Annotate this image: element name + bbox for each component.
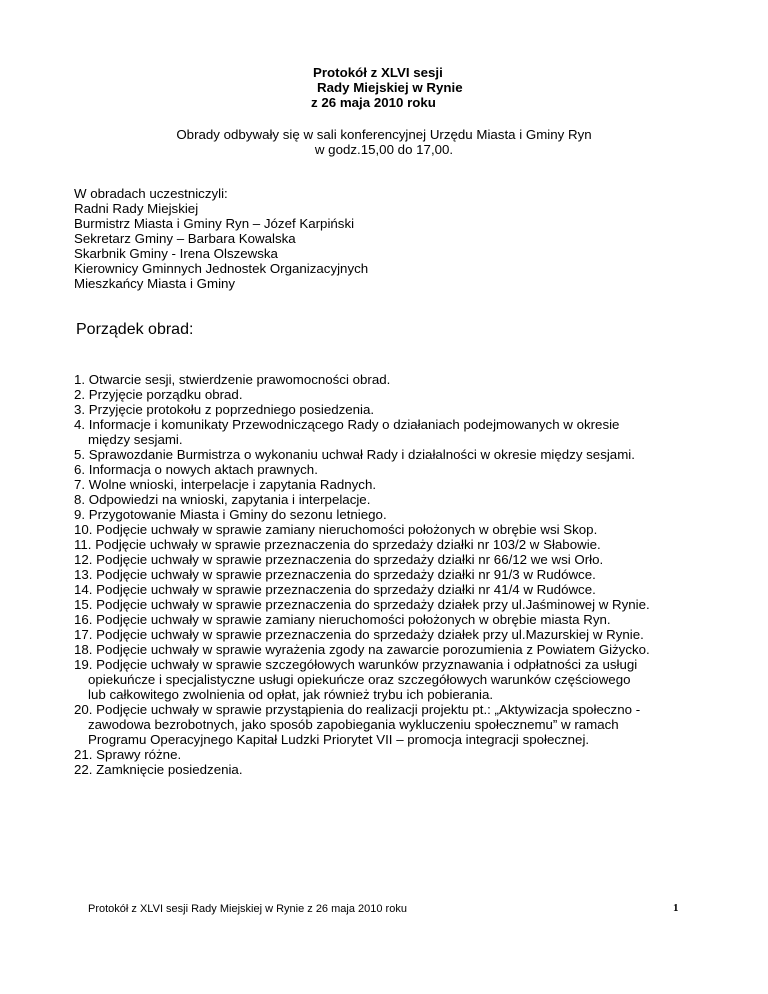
venue-line-2: w godz.15,00 do 17,00. [314,142,454,157]
agenda-item [74,627,714,642]
title-line-2: Rady Miejskiej w Rynie [317,80,463,95]
agenda-item [74,612,714,627]
agenda-item-continuation: między sesjami. [88,432,183,447]
agenda-item-continuation: Programu Operacyjnego Kapitał Ludzki Priorytet VII – promocja integracji społecznej. [88,732,590,747]
agenda-item [74,387,714,402]
agenda-item [74,522,714,537]
agenda-item [74,702,714,747]
attendee-item: Mieszkańcy Miasta i Gminy [74,276,236,291]
agenda-item-text: 21. Sprawy różne. [74,747,182,762]
agenda-item [74,447,714,462]
agenda-item [74,642,714,657]
agenda-item-text: 4. Informacje i komunikaty Przewodniczącego Rady o działaniach podejmowanych w okresie [74,417,620,432]
agenda-list [74,372,714,777]
agenda-item [74,417,714,447]
agenda-item-text: 20. Podjęcie uchwały w sprawie przystąpienia do realizacji projektu pt.: „Aktywizacja społeczno - [74,702,641,717]
attendees-intro: W obradach uczestniczyli: [74,186,228,201]
agenda-item [74,372,714,387]
agenda-item-text: 13. Podjęcie uchwały w sprawie przeznaczenia do sprzedaży działki nr 91/3 w Rudówce. [74,567,596,582]
agenda-heading: Porządek obrad: [76,321,194,338]
agenda-item-text: 1. Otwarcie sesji, stwierdzenie prawomocności obrad. [74,372,391,387]
agenda-item-text: 10. Podjęcie uchwały w sprawie zamiany nieruchomości położonych w obrębie wsi Skop. [74,522,598,537]
agenda-item-text: 15. Podjęcie uchwały w sprawie przeznaczenia do sprzedaży działek przy ul.Jaśminowej w Rynie. [74,597,650,612]
agenda-item [74,582,714,597]
title-line-1: Protokół z XLVI sesji [313,65,443,80]
agenda-item-text: 18. Podjęcie uchwały w sprawie wyrażenia zgody na zawarcie porozumienia z Powiatem Giżycko. [74,642,650,657]
agenda-item [74,567,714,582]
agenda-item [74,492,714,507]
agenda-item-text: 12. Podjęcie uchwały w sprawie przeznaczenia do sprzedaży działki nr 66/12 we wsi Orło. [74,552,604,567]
agenda-item-text: 11. Podjęcie uchwały w sprawie przeznaczenia do sprzedaży działki nr 103/2 w Słabowie. [74,537,601,552]
agenda-item [74,597,714,612]
page-number: 1 [673,902,679,914]
agenda-item-text: 22. Zamknięcie posiedzenia. [74,762,243,777]
agenda-item-text: 2. Przyjęcie porządku obrad. [74,387,243,402]
agenda-item-continuation: opiekuńcze i specjalistyczne usługi opiekuńcze oraz szczegółowych warunków częściowego [88,672,631,687]
attendee-item: Kierownicy Gminnych Jednostek Organizacyjnych [74,261,369,276]
agenda-item [74,762,714,777]
agenda-item-text: 8. Odpowiedzi na wnioski, zapytania i interpelacje. [74,492,371,507]
attendees-block [74,186,368,291]
agenda-item-text: 7. Wolne wnioski, interpelacje i zapytania Radnych. [74,477,377,492]
agenda-item-continuation: lub całkowitego zwolnienia od opłat, jak również trybu ich pobierania. [88,687,494,702]
agenda-item [74,657,714,702]
venue-line-1: Obrady odbywały się w sali konferencyjnej Urzędu Miasta i Gminy Ryn [176,127,592,142]
agenda-item-text: 17. Podjęcie uchwały w sprawie przeznaczenia do sprzedaży działek przy ul.Mazurskiej w Rynie. [74,627,644,642]
agenda-item-text: 19. Podjęcie uchwały w sprawie szczegółowych warunków przyznawania i odpłatności za usługi [74,657,638,672]
agenda-item [74,747,714,762]
agenda-item-text: 6. Informacja o nowych aktach prawnych. [74,462,318,477]
agenda-item-continuation: zawodowa bezrobotnych, jako sposób zapobiegania wykluczeniu społecznemu” w ramach [88,717,619,732]
agenda-item-text: 3. Przyjęcie protokołu z poprzedniego posiedzenia. [74,402,375,417]
agenda-item-text: 14. Podjęcie uchwały w sprawie przeznaczenia do sprzedaży działki nr 41/4 w Rudówce. [74,582,596,597]
agenda-item-text: 5. Sprawozdanie Burmistrza o wykonaniu uchwał Rady i działalności w okresie między sesjami. [74,447,635,462]
title-line-3: z 26 maja 2010 roku [311,95,436,110]
agenda-item-text: 9. Przygotowanie Miasta i Gminy do sezonu letniego. [74,507,387,522]
agenda-item [74,477,714,492]
agenda-item-text: 16. Podjęcie uchwały w sprawie zamiany nieruchomości położonych w obrębie miasta Ryn. [74,612,611,627]
attendee-item: Skarbnik Gminy - Irena Olszewska [74,246,278,261]
agenda-item [74,537,714,552]
agenda-item [74,507,714,522]
agenda-item [74,552,714,567]
attendee-item: Sekretarz Gminy – Barbara Kowalska [74,231,296,246]
agenda-item [74,462,714,477]
footer-text: Protokół z XLVI sesji Rady Miejskiej w Rynie z 26 maja 2010 roku [88,903,407,915]
agenda-item [74,402,714,417]
attendee-item: Burmistrz Miasta i Gminy Ryn – Józef Karpiński [74,216,355,231]
attendee-item: Radni Rady Miejskiej [74,201,199,216]
